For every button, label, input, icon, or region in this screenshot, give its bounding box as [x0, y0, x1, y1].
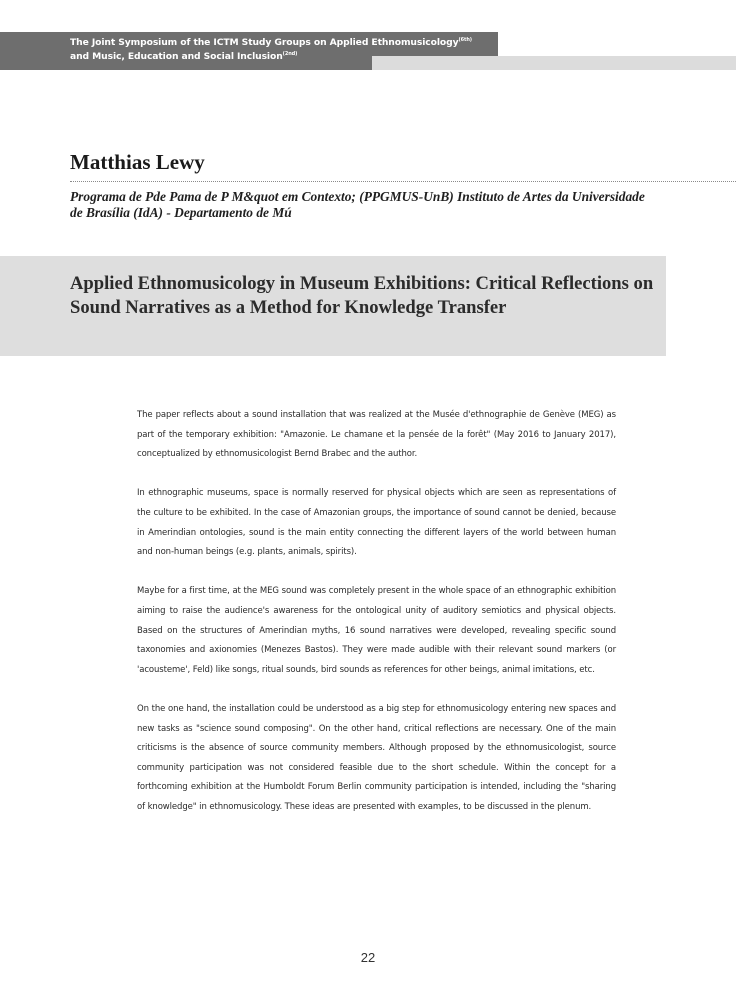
author-divider — [70, 181, 736, 182]
author-affiliation: Programa de Pde Pama de P M&quot em Contexto; (PPGMUS-UnB) Instituto de Artes da Universidade de Brasília (IdA) - Departamento de Mú — [70, 189, 645, 220]
abstract-paragraph: Maybe for a first time, at the MEG sound was completely present in the whole space of an ethnographic exhibition aiming to raise the audience's awareness for the ontological unity of auditory semiotics and physical objects. Based on the structures of Amerindian myths, 16 sound narratives were developed, revealing specific sound taxonomies and axionomies (Menezes Bastos). They were made audible with their relevant sound markers (or 'acousteme', Feld) like songs, ritual sounds, bird sounds as references for other beings, animal imitations, etc. — [137, 586, 616, 675]
edition-superscript: (2nd) — [282, 51, 298, 57]
edition-superscript: (6th) — [458, 37, 472, 43]
abstract-paragraph: In ethnographic museums, space is normally reserved for physical objects which are seen as representations of the culture to be exhibited. In the case of Amazonian groups, the importance of sound cannot be denied, because in Amerindian ontologies, sound is the main entity connecting the different layers of the world between human and non-human beings (e.g. plants, animals, spirits). — [137, 488, 616, 558]
page-number: 22 — [360, 950, 376, 965]
abstract — [137, 406, 616, 837]
abstract-paragraph: The paper reflects about a sound installation that was realized at the Musée d'ethnographie de Genève (MEG) as part of the temporary exhibition: "Amazonie. Le chamane et la pensée de la forêt" (May 2016 to January 2017), conceptualized by ethnomusicologist Bernd Brabec and the author. — [137, 410, 616, 460]
running-header — [70, 36, 495, 64]
author-name: Matthias Lewy — [70, 150, 205, 174]
paper-title: Applied Ethnomusicology in Museum Exhibitions: Critical Reflections on Sound Narratives as a Method for Knowledge Transfer — [70, 273, 654, 318]
abstract-paragraph: On the one hand, the installation could be understood as a big step for ethnomusicology entering new spaces and new tasks as "science sound composing". On the other hand, critical reflections are necessary. One of the main criticisms is the absence of source community members. Although proposed by the ethnomusicologist, source community participation was not considered feasible due to the short schedule. Within the concept for a forthcoming exhibition at the Humboldt Forum Berlin community participation is intended, including the "sharing of knowledge" in ethnomusicology. These ideas are presented with examples, to be discussed in the plenum. — [137, 703, 616, 812]
running-header-line-1: The Joint Symposium of the ICTM Study Groups on Applied Ethnomusicology$^{(6th)}$ — [70, 37, 472, 48]
running-header-line-2: and Music, Education and Social Inclusion$^{(2nd)}$ — [70, 51, 298, 62]
